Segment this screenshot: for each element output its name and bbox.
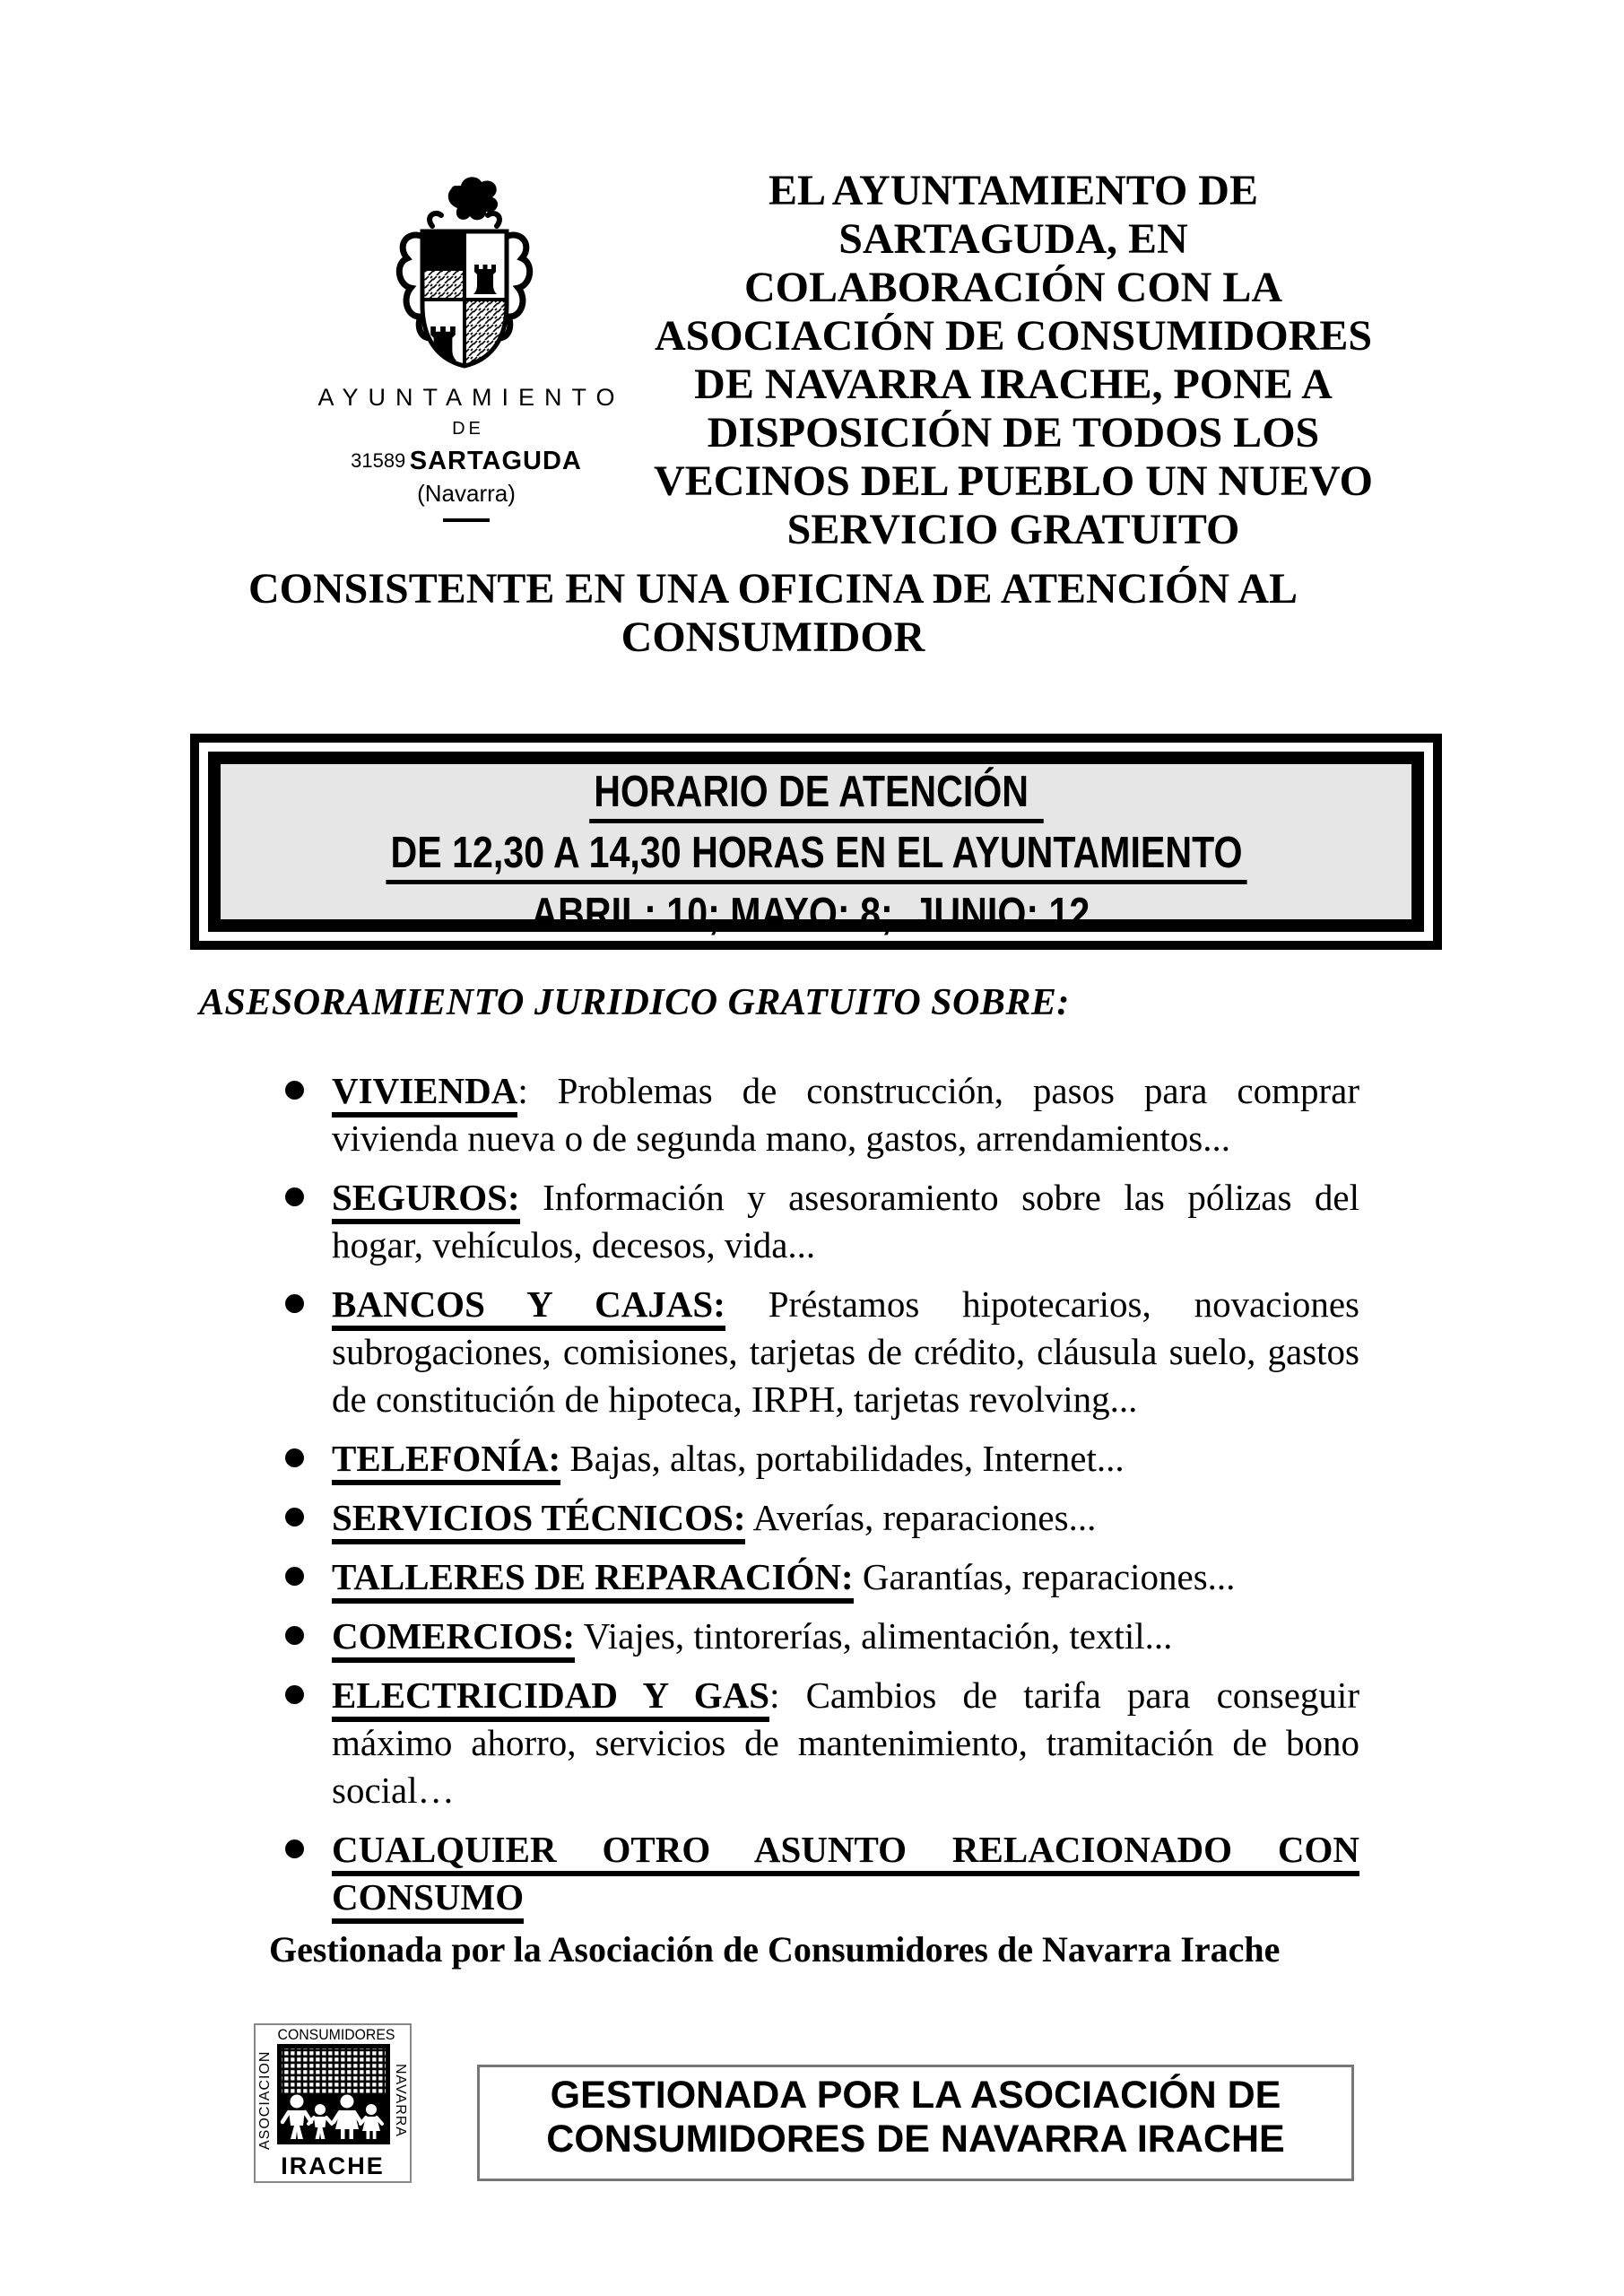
schedule-box bbox=[190, 734, 1442, 950]
list-item-body: Bajas, altas, portabilidades, Internet... bbox=[569, 1438, 1125, 1479]
list-item-head: CUALQUIER OTRO ASUNTO RELACIONADO CON CONSUMO bbox=[332, 1829, 1359, 1924]
municipality-name: AYUNTAMIENTO bbox=[317, 384, 625, 411]
list-item bbox=[283, 1826, 1359, 1921]
municipality-town-row bbox=[296, 447, 637, 476]
bullet-icon bbox=[285, 1839, 304, 1858]
list-item bbox=[283, 1494, 1359, 1542]
province-name: (Navarra) bbox=[417, 480, 516, 507]
irache-logo-right-label: NAVARRA bbox=[393, 2064, 408, 2137]
list-item-sep bbox=[520, 1177, 543, 1218]
bullet-icon bbox=[285, 1567, 304, 1586]
title-line: SERVICIO GRATUITO bbox=[786, 506, 1240, 553]
schedule-line bbox=[221, 889, 1411, 950]
bullet-icon bbox=[285, 1448, 304, 1467]
list-item-head: SEGUROS: bbox=[332, 1177, 520, 1224]
irache-logo-bottom-label: IRACHE bbox=[281, 2152, 385, 2179]
list-item bbox=[283, 1553, 1359, 1601]
list-item bbox=[283, 1613, 1359, 1660]
title-line: DE NAVARRA IRACHE, PONE A bbox=[694, 361, 1333, 408]
irache-logo-top-label: CONSUMIDORES bbox=[277, 2026, 395, 2043]
town-name: SARTAGUDA bbox=[409, 447, 582, 475]
list-item-head: COMERCIOS: bbox=[332, 1615, 575, 1663]
list-item-sep bbox=[725, 1283, 769, 1325]
managed-by-line: Gestionada por la Asociación de Consumidores de Navarra Irache bbox=[269, 1929, 1281, 1970]
advisory-heading: ASESORAMIENTO JURIDICO GRATUITO SOBRE: bbox=[199, 982, 1070, 1023]
bullet-icon bbox=[285, 1294, 304, 1313]
main-title-lower bbox=[160, 565, 1386, 662]
list-item-body: Averías, reparaciones... bbox=[752, 1497, 1097, 1538]
coat-of-arms-icon bbox=[393, 170, 536, 378]
list-item-head: TELEFONÍA: bbox=[332, 1438, 560, 1485]
schedule-hours: DE 12,30 A 14,30 HORAS EN EL AYUNTAMIENTO bbox=[386, 828, 1246, 884]
list-item-body: Problemas de construcción, pasos para comprar vivienda nueva o de segunda mano, gastos, arrendamientos... bbox=[332, 1070, 1359, 1159]
title-line: DISPOSICIÓN DE TODOS LOS bbox=[707, 409, 1320, 457]
list-item-sep bbox=[560, 1438, 569, 1479]
divider-rule bbox=[443, 518, 490, 522]
schedule-title: HORARIO DE ATENCIÓN bbox=[589, 767, 1043, 823]
bullet-icon bbox=[285, 1081, 304, 1100]
title-line: VECINOS DEL PUEBLO UN NUEVO bbox=[654, 457, 1373, 505]
title-line: COLABORACIÓN CON LA bbox=[743, 264, 1283, 311]
schedule-box-inner bbox=[208, 752, 1424, 938]
bullet-icon bbox=[285, 1187, 304, 1206]
schedule-line bbox=[221, 767, 1411, 828]
title-line: CONSUMIDOR bbox=[621, 613, 925, 661]
list-item-head: TALLERES DE REPARACIÓN: bbox=[332, 1556, 854, 1604]
schedule-dates: ABRIL: 10; MAYO: 8; JUNIO: 12. bbox=[527, 889, 1105, 945]
bullet-icon bbox=[285, 1626, 304, 1645]
list-item bbox=[283, 1435, 1359, 1483]
list-item bbox=[283, 1281, 1359, 1423]
municipality-block bbox=[296, 384, 637, 522]
list-item bbox=[283, 1672, 1359, 1814]
list-item-body: Cambios de tarifa para conseguir máximo ahorro, servicios de mantenimiento, tramitación de bono social… bbox=[332, 1674, 1359, 1811]
list-item-body: Préstamos hipotecarios, novaciones subrogaciones, comisiones, tarjetas de crédito, cláusula suelo, gastos de constitución de hipoteca, IRPH, tarjetas revolving... bbox=[332, 1283, 1360, 1420]
list-item-sep bbox=[575, 1615, 584, 1657]
title-line: SARTAGUDA, EN bbox=[838, 215, 1188, 263]
list-item-head: ELECTRICIDAD Y GAS bbox=[332, 1674, 769, 1722]
municipality-de: DE bbox=[452, 419, 484, 439]
advisory-list bbox=[283, 1067, 1359, 1933]
list-item-head: SERVICIOS TÉCNICOS: bbox=[332, 1497, 745, 1544]
postal-code: 31589 bbox=[351, 449, 406, 472]
list-item-body: Información y asesoramiento sobre las pólizas del hogar, vehículos, decesos, vida... bbox=[332, 1177, 1359, 1265]
list-item-sep: : bbox=[769, 1674, 806, 1716]
list-item-body: Viajes, tintorerías, alimentación, textil... bbox=[583, 1615, 1173, 1657]
irache-logo-left-label: ASOCIACION bbox=[257, 2050, 273, 2151]
list-item bbox=[283, 1067, 1359, 1162]
title-line: CONSISTENTE EN UNA OFICINA DE ATENCIÓN AL bbox=[248, 565, 1298, 613]
managed-by-box bbox=[477, 2065, 1354, 2181]
bullet-icon bbox=[285, 1685, 304, 1704]
schedule-line bbox=[221, 828, 1411, 889]
main-title-upper bbox=[592, 167, 1435, 554]
irache-association-logo bbox=[254, 2023, 412, 2183]
list-item-body: Garantías, reparaciones... bbox=[862, 1556, 1236, 1597]
title-line: EL AYUNTAMIENTO DE bbox=[769, 167, 1258, 214]
title-line: ASOCIACIÓN DE CONSUMIDORES bbox=[654, 312, 1373, 360]
list-item bbox=[283, 1174, 1359, 1269]
managed-by-box-line: CONSUMIDORES DE NAVARRA IRACHE bbox=[546, 2118, 1285, 2161]
list-item-head: BANCOS Y CAJAS: bbox=[332, 1283, 725, 1331]
list-item-sep: : bbox=[517, 1070, 558, 1111]
managed-by-box-line: GESTIONADA POR LA ASOCIACIÓN DE bbox=[550, 2074, 1281, 2117]
bullet-icon bbox=[285, 1508, 304, 1526]
list-item-sep bbox=[854, 1556, 863, 1597]
list-item-head: VIVIENDA bbox=[332, 1070, 517, 1118]
family-silhouette-image bbox=[277, 2044, 390, 2144]
